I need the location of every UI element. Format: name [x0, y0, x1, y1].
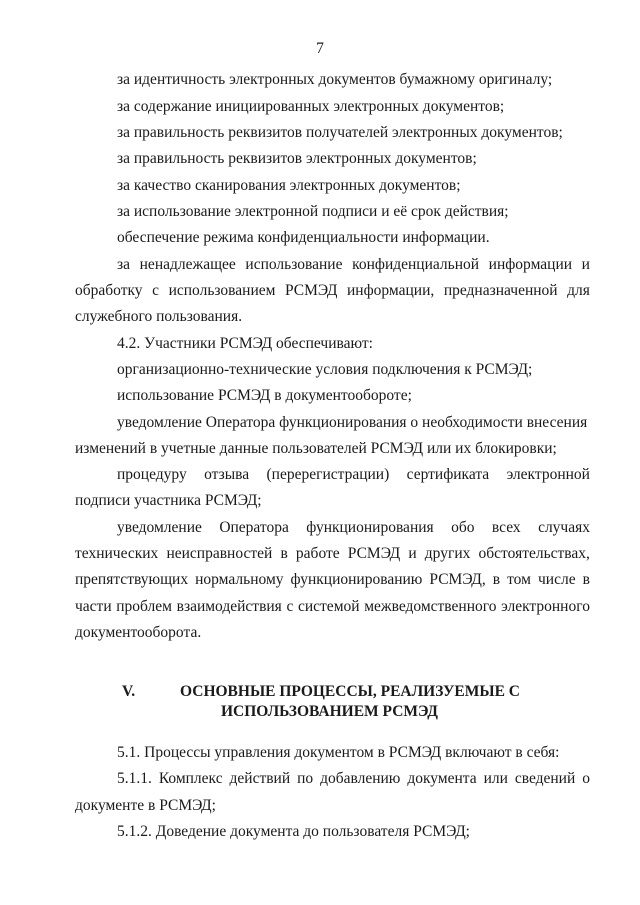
- word: о: [582, 770, 590, 787]
- word: случаях: [538, 519, 590, 536]
- word: отзыва: [204, 466, 250, 483]
- paragraph-line: документе в РСМЭД;: [75, 797, 216, 814]
- paragraph-line: [75, 571, 590, 589]
- paragraph-line: за идентичность электронных документов бумажному оригиналу;: [117, 71, 553, 88]
- paragraph-line: обеспечение режима конфиденциальности информации.: [117, 229, 490, 246]
- word: (перерегистрации): [266, 466, 390, 483]
- word: добавлению: [320, 770, 401, 787]
- word: системой: [297, 598, 360, 615]
- section-title-line2: ИСПОЛЬЗОВАНИЕМ РСМЭД: [221, 703, 438, 720]
- paragraph-line: [117, 770, 590, 788]
- word: за: [117, 256, 131, 273]
- paragraph-line: [117, 256, 590, 274]
- word: функционированию: [290, 571, 423, 588]
- paragraph-line: подписи участника РСМЭД;: [75, 492, 262, 509]
- paragraph-line: [117, 466, 590, 484]
- paragraph-line: за правильность реквизитов электронных документов;: [117, 150, 477, 167]
- word: и: [581, 256, 590, 273]
- word: предназначенной: [443, 282, 558, 299]
- word: документа: [407, 770, 477, 787]
- word: в: [280, 545, 288, 562]
- word: информации: [488, 256, 573, 273]
- paragraph-line: [75, 598, 590, 616]
- word: ненадлежащее: [139, 256, 236, 273]
- word: использование: [245, 256, 343, 273]
- word: всех: [491, 519, 521, 536]
- word: обработку: [75, 282, 143, 299]
- paragraph-line: [117, 519, 590, 537]
- word: нормальному: [195, 571, 284, 588]
- word: проблем: [116, 598, 172, 615]
- word: с: [286, 598, 294, 615]
- word: уведомление: [117, 519, 202, 536]
- word: неисправностей: [166, 545, 273, 562]
- word: использованием: [168, 282, 276, 299]
- paragraph-line: за содержание инициированных электронных документов;: [117, 98, 505, 115]
- word: технических: [75, 545, 159, 562]
- word: сертификата: [406, 466, 490, 483]
- word: Оператора: [219, 519, 289, 536]
- paragraph-line: документооборота.: [75, 624, 202, 641]
- word: препятствующих: [75, 571, 189, 588]
- word: по: [297, 770, 314, 787]
- paragraph-line: за использование электронной подписи и её срок действия;: [117, 203, 509, 220]
- word: части: [75, 598, 112, 615]
- paragraph-line: уведомление Оператора функционирования о необходимости внесения: [117, 414, 588, 431]
- paragraph-line: использование РСМЭД в документообороте;: [117, 387, 412, 404]
- word: или: [483, 770, 508, 787]
- word: сведений: [514, 770, 576, 787]
- word: Комплекс: [158, 770, 223, 787]
- word: и: [408, 545, 417, 562]
- word: функционирования: [306, 519, 434, 536]
- word: других: [424, 545, 471, 562]
- word: в: [582, 571, 590, 588]
- paragraph-line: организационно-технические условия подключения к РСМЭД;: [117, 361, 533, 378]
- word: работе: [295, 545, 340, 562]
- paragraph-line: [75, 282, 590, 300]
- paragraph-line: [75, 545, 590, 563]
- word: в: [492, 571, 501, 588]
- word: процедуру: [117, 466, 187, 483]
- word: 5.1.1.: [117, 770, 152, 787]
- paragraph-line: изменений в учетные данные пользователей РСМЭД или их блокировки;: [75, 440, 557, 457]
- paragraph-line: 5.1.2. Доведение документа до пользователя РСМЭД;: [117, 823, 470, 840]
- paragraph-line: служебного пользования.: [75, 308, 243, 325]
- word: РСМЭД: [285, 282, 338, 299]
- word: межведомственного: [364, 598, 497, 615]
- page-number: 7: [316, 40, 324, 57]
- word: с: [152, 282, 159, 299]
- word: для: [567, 282, 590, 299]
- paragraph-line: за правильность реквизитов получателей электронных документов;: [117, 124, 563, 141]
- word: обстоятельствах,: [478, 545, 590, 562]
- word: РСМЭД: [347, 545, 401, 562]
- word: числе: [537, 571, 576, 588]
- word: электронной: [506, 466, 590, 483]
- word: электронного: [501, 598, 590, 615]
- word: обо: [451, 519, 475, 536]
- word: РСМЭД,: [429, 571, 486, 588]
- paragraph-line: 5.1. Процессы управления документом в РСМЭД включают в себя:: [117, 744, 560, 761]
- word: том: [507, 571, 531, 588]
- paragraph-line: 4.2. Участники РСМЭД обеспечивают:: [117, 335, 373, 352]
- paragraph-line: за качество сканирования электронных документов;: [117, 177, 461, 194]
- word: действий: [229, 770, 291, 787]
- word: взаимодействия: [176, 598, 282, 615]
- word: конфиденциальной: [352, 256, 480, 273]
- section-number: V.: [122, 683, 136, 700]
- word: информации,: [347, 282, 435, 299]
- section-title-line1: ОСНОВНЫЕ ПРОЦЕССЫ, РЕАЛИЗУЕМЫЕ С: [180, 683, 520, 700]
